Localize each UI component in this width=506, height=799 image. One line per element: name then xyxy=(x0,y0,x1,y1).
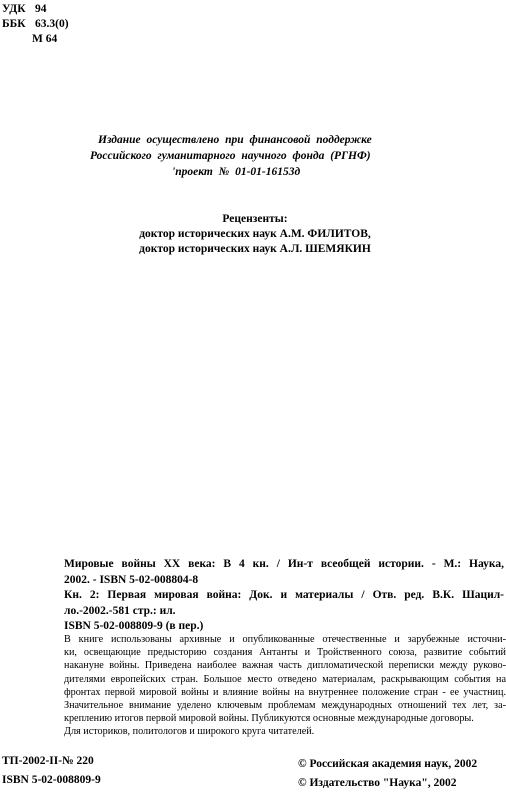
annotation: В книге использованы архивные и опубликованные отечественные и зарубежные источни- ки, освещающие предысторию создания Антанты и Тройственного союза, развитие событий накануне войны. Приведена наиболее важная часть дипломатической переписки между руково- дителями европейских стран. Большое место отведено материалам, раскрывающим события на фронтах первой мировой войны и влияние войны на внутреннее положение стран - ее участниц. Значительное внимание уделено ключевым проблемам международных отношений тех лет, за- креплению итогов первой мировой войны. Публикуются основные международные договоры. Для историков, политологов и широкого круга читателей. xyxy=(64,634,506,738)
reviewer-2: доктор исторических наук А.Л. ШЕМЯКИН xyxy=(139,243,371,255)
author-mark: М 64 xyxy=(32,33,58,45)
isbn-bottom: ISBN 5-02-008809-9 xyxy=(2,774,101,786)
copyright-block xyxy=(298,755,477,793)
bbk-code: ББК 63.3(0) xyxy=(2,18,69,30)
reviewers-block xyxy=(130,212,380,257)
udk-code: УДК 94 xyxy=(2,3,47,15)
copyright-ran: © Российская академия наук, 2002 xyxy=(298,758,478,770)
classification-codes xyxy=(2,2,69,47)
reviewers-title: Рецензенты: xyxy=(222,213,288,225)
funding-note: Издание осуществлено при финансовой поддержке Российского гуманитарного научного фонда (РГНФ) 'проект № 01-01-16153д xyxy=(90,134,372,178)
copyright-nauka: © Издательство "Наука", 2002 xyxy=(298,777,457,789)
bibliographic-record: Мировые войны XX века: В 4 кн. / Ин-т всеобщей истории. - М.: Наука, 2002. - ISBN 5-02-008804-8 Кн. 2: Первая мировая война: Док. и материалы / Отв. ред. В.К. Шацил- ло.-2002.-581 стр.: ил. ISBN 5-02-008809-9 (в пер.) xyxy=(64,558,504,632)
tp-number: ТП-2002-II-№ 220 xyxy=(2,755,94,767)
reviewer-1: доктор исторических наук А.М. ФИЛИТОВ, xyxy=(139,228,371,240)
